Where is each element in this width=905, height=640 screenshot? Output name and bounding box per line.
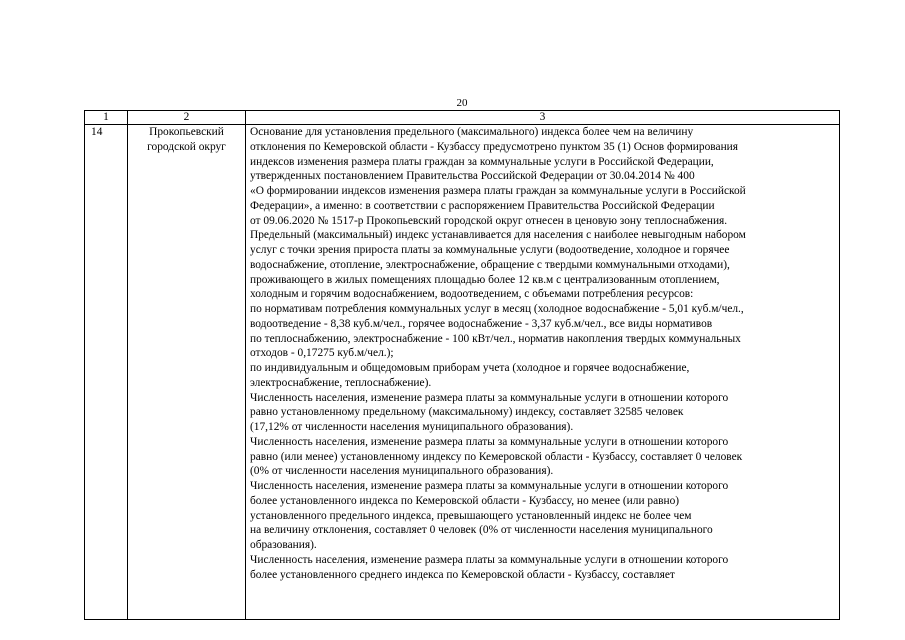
justification-text-line: утвержденных постановлением Правительства Российской Федерации от 30.04.2014 № 400 xyxy=(250,170,695,183)
justification-text-line: Основание для установления предельного (максимального) индекса более чем на величину xyxy=(250,126,694,138)
row-number-cell xyxy=(85,125,128,620)
justification-text-line: образования). xyxy=(250,539,317,551)
justification-text-line: проживающего в жилых помещениях площадью более 12 кв.м с централизованным отоплением, xyxy=(250,273,720,286)
justification-text-line: по нормативам потребления коммунальных услуг в месяц (холодное водоснабжение - 5,01 куб.м/чел., xyxy=(250,303,744,315)
justification-text-line: электроснабжение, теплоснабжение). xyxy=(250,376,432,389)
justification-text-line: холодным и горячим водоснабжением, водоотведением, с объемами потребления ресурсов: xyxy=(250,288,694,301)
justification-text xyxy=(250,125,839,582)
justification-text-line: установленного предельного индекса, превышающего установленный индекс не более чем xyxy=(250,509,692,522)
justification-text-line: Численность населения, изменение размера платы за коммунальные услуги в отношении которого xyxy=(250,435,729,448)
justification-text-line: отклонения по Кемеровской области - Кузбассу предусмотрено пунктом 35 (1) Основ формирования xyxy=(250,140,739,153)
justification-text-line: индексов изменения размера платы граждан за коммунальные услуги в Российской Федерации, xyxy=(250,155,714,168)
column-number-1: 1 xyxy=(85,111,128,125)
row-number: 14 xyxy=(91,126,103,138)
justification-text-line: водоотведение - 8,38 куб.м/чел., горячее водоснабжение - 3,37 куб.м/чел., все виды нормативов xyxy=(250,317,713,330)
justification-text-line: (17,12% от численности населения муниципального образования). xyxy=(250,421,574,433)
municipality-name-line: городской округ xyxy=(147,140,226,153)
justification-text-line: Предельный (максимальный) индекс устанавливается для населения с наиболее невыгодным набором xyxy=(250,229,746,242)
municipal-index-table xyxy=(84,110,840,620)
justification-text-line: Численность населения, изменение размера платы за коммунальные услуги в отношении которого xyxy=(250,391,729,404)
page-number: 20 xyxy=(456,97,468,109)
column-number-2: 2 xyxy=(128,111,246,125)
justification-text-line: «О формировании индексов изменения размера платы граждан за коммунальные услуги в Российской xyxy=(250,185,746,197)
justification-text-line: отходов - 0,17275 куб.м/чел.); xyxy=(250,347,394,360)
justification-text-line: (0% от численности населения муниципального образования). xyxy=(250,465,554,478)
justification-text-line: от 09.06.2020 № 1517-р Прокопьевский городской округ отнесен в ценовую зону теплоснабжения. xyxy=(250,214,728,227)
column-number-row xyxy=(85,111,840,125)
justification-text-line: по теплоснабжению, электроснабжение - 100 кВт/чел., норматив накопления твердых коммунальных xyxy=(250,332,741,345)
column-number-3: 3 xyxy=(246,111,840,125)
justification-text-line: более установленного индекса по Кемеровской области - Кузбассу, но менее (или равно) xyxy=(250,494,680,507)
justification-text-line: водоснабжение, отопление, электроснабжение, обращение с твердыми коммунальными отходами), xyxy=(250,258,730,271)
justification-text-line: равно (или менее) установленному индексу по Кемеровской области - Кузбассу, составляет 0 человек xyxy=(250,450,743,463)
justification-text-line: Численность населения, изменение размера платы за коммунальные услуги в отношении которого xyxy=(250,480,729,492)
justification-text-line: услуг с точки зрения прироста платы за коммунальные услуги (водоотведение, холодное и горячее xyxy=(250,244,730,256)
justification-text-line: Численность населения, изменение размера платы за коммунальные услуги в отношении которого xyxy=(250,553,729,566)
justification-text-line: Федерации», а именно: в соответствии с распоряжением Правительства Российской Федерации xyxy=(250,199,715,212)
justification-text-line: на величину отклонения, составляет 0 человек (0% от численности населения муниципального xyxy=(250,524,713,537)
municipality-name-line: Прокопьевский xyxy=(149,126,224,138)
justification-text-line: равно установленному предельному (максимальному) индексу, составляет 32585 человек xyxy=(250,406,684,419)
justification-cell xyxy=(246,125,840,620)
municipality-cell xyxy=(128,125,246,620)
justification-text-line: более установленного среднего индекса по Кемеровской области - Кузбассу, составляет xyxy=(250,568,675,581)
justification-text-line: по индивидуальным и общедомовым приборам учета (холодное и горячее водоснабжение, xyxy=(250,362,690,374)
table-row xyxy=(85,125,840,620)
